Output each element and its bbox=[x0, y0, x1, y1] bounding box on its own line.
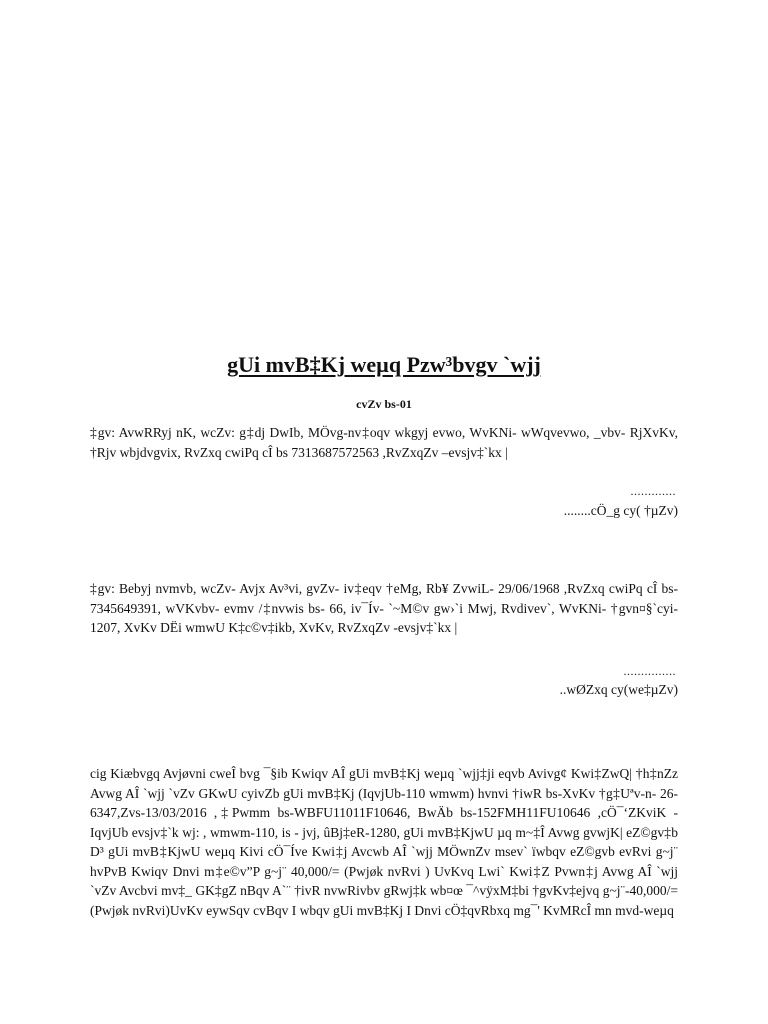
page-number-label: cvZv bs-01 bbox=[356, 397, 412, 411]
deed-body-paragraph: cig Kiæbvgq Avjøvni cweÎ bvg ¯§ib Kwiqv AÎ gUi mvB‡Kj weµq `wjj‡ji eqvb Avivg¢ Kwi‡ZwQ| †h‡nZz Avwg AÎ `wjj `vZv GKwU cyivZb gUi mvB‡Kj (IqvjUb-110 wmwm) hvnvi †iwR bs-XvKv †g‡Uªv-n- 26-6347,Zvs-13/03/2016 ,‡Pwmm bs-WBFU11011F10646, BwÄb bs-152FMH11FU10646 ,cÖ¯‘ZKviK -IqvjUb evsjv‡`k wj: , wmwm-110, is - jvj, ûBj‡eR-1280, gUi mvB‡KjwU µq m~‡Î Avwg gvwjK| eZ©gv‡b D³ gUi mvB‡KjwU weµq Kivi cÖ¯Íve Kwi‡j Avcwb AÎ `wjj MÖwnZv msev` ïwbqv eZ©gvb evRvi g~j¨ hvPvB Kwiqv Dnvi m‡e©v”P g~j¨ 40,000/= (Pwjøk nvRvi ) UvKvq Lwi` Kwi‡Z Pvwn‡j Avwg AÎ `wjj `vZv Avcbvi mv‡_ GK‡gZ nBqv A`¨ †ivR nvwRivbv gRwj‡k wb¤œ ¯^vÿxM‡bi †gvKv‡ejvq g~j¨-40,000/= (Pwjøk nvRvi)UvKv eywSqv cvBqv I wbqv gUi mvB‡Kj I Dnvi cÖ‡qvRbxq mg¯' KvMRcÎ mn mvd-weµq bbox=[90, 766, 678, 918]
signature-label-second-party: ..wØZxq cy(we‡µZv) bbox=[559, 682, 678, 697]
signature-line-second-party: ............... bbox=[623, 664, 676, 678]
signature-label-first-party: ........cÖ_g cy( †µZv) bbox=[563, 503, 678, 518]
signature-line-first-party: ............. bbox=[630, 484, 676, 498]
second-party-paragraph: ‡gv: Bebyj nvmvb, wcZv- Avjx Av³vi, gvZv- iv‡eqv †eMg, Rb¥ ZvwiL- 29/06/1968 ,RvZxq cwiPq cÎ bs- 7345649391, wVKvbv- evmv /‡nvwis bs- 66, iv¯Ív- `~M©v gw›`i Mwj, Rvdivev`, WvKNi- †gvn¤§`cyi-1207, XvKv DËi wmwU K‡c©v‡ikb, XvKv, RvZxqZv -evsjv‡`kx | bbox=[90, 581, 678, 635]
document-title: gUi mvB‡Kj weµq Pzw³bvgv `wjj bbox=[227, 352, 541, 377]
first-party-paragraph: ‡gv: AvwRRyj nK, wcZv: g‡dj DwIb, MÖvg-nv‡oqv wkgyj evwo, WvKNi- wWqvevwo, _vbv- RjXvKv, †Rjv wbjdvgvix, RvZxq cwiPq cÎ bs 7313687572563 ,RvZxqZv –evsjv‡`kx | bbox=[90, 425, 678, 460]
